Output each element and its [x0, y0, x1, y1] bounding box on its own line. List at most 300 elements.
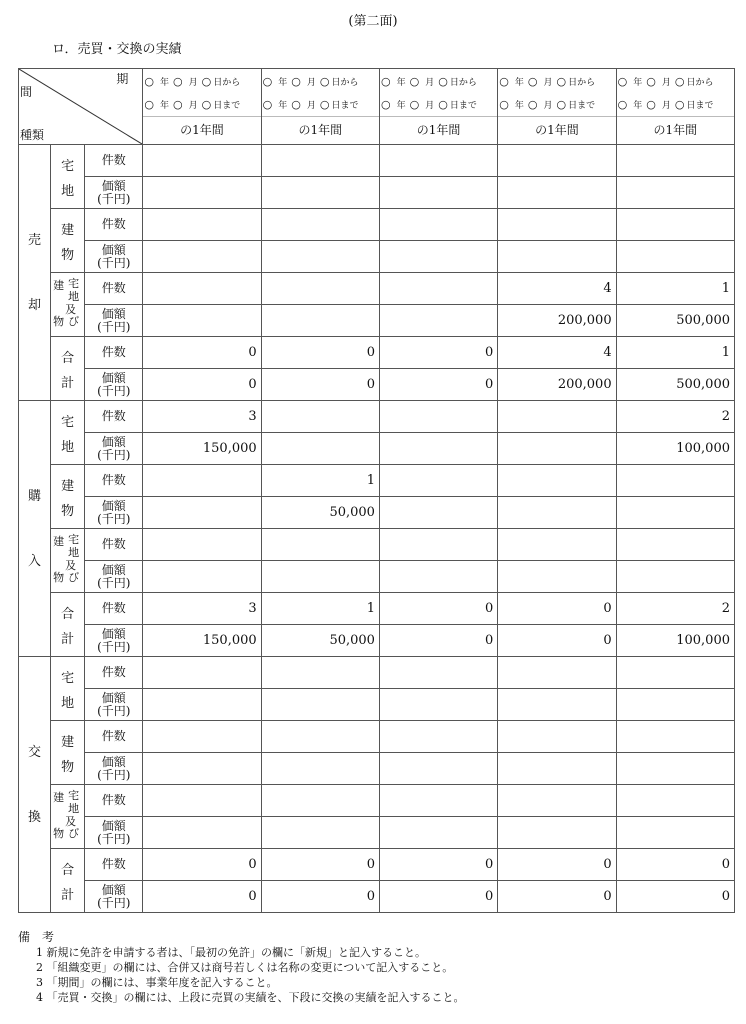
value-cell — [498, 497, 616, 529]
value-cell — [498, 689, 616, 721]
value-cell — [379, 241, 497, 273]
month-label: 月 — [425, 78, 435, 88]
period-to-row — [262, 93, 379, 116]
value-cell — [261, 145, 379, 177]
value-cell — [143, 561, 261, 593]
year-label: 年 — [396, 78, 406, 88]
price-label-line2: (千円) — [97, 639, 131, 654]
notes-section — [18, 930, 465, 1005]
period-from-row — [498, 70, 615, 93]
subtype-label-cell — [51, 273, 85, 337]
table-row — [19, 369, 735, 401]
ring-mark: ○ — [646, 75, 656, 88]
day-label: 日まで — [686, 101, 714, 111]
value-cell: 50,000 — [261, 497, 379, 529]
subtype-label-char: 計 — [61, 375, 75, 391]
table-row — [19, 657, 735, 689]
table-row — [19, 401, 735, 433]
metric-price-label — [85, 561, 143, 593]
table-row — [19, 753, 735, 785]
combo-label — [51, 788, 84, 846]
period-header-cell — [143, 69, 261, 145]
ring-mark: ○ — [674, 98, 685, 111]
subtype-label-cell — [51, 337, 85, 401]
table-row — [19, 849, 735, 881]
value-cell: 500,000 — [616, 369, 734, 401]
ring-mark: ○ — [262, 75, 273, 88]
value-cell — [379, 753, 497, 785]
value-cell: 1 — [261, 465, 379, 497]
period-header-cell — [379, 69, 497, 145]
note-item-2: 2 「組織変更」の欄には、合併又は商号若しくは名称の変更について記入すること。 — [36, 961, 454, 974]
notes-heading: 備 考 — [18, 930, 55, 944]
metric-count-label: 件数 — [85, 465, 143, 497]
corner-label-kan: 間 — [20, 85, 33, 99]
ring-mark: ○ — [409, 98, 420, 111]
value-cell — [498, 241, 616, 273]
metric-price-label — [85, 369, 143, 401]
value-cell — [143, 529, 261, 561]
value-cell — [261, 753, 379, 785]
price-label-line2: (千円) — [97, 447, 131, 462]
price-label-line1: 価額 — [101, 882, 126, 897]
month-label: 月 — [661, 78, 671, 88]
subtype-label-cell — [51, 849, 85, 913]
ring-mark: ○ — [617, 75, 628, 88]
note-item-3: 3 「期間」の欄には、事業年度を記入すること。 — [36, 976, 278, 989]
value-cell — [143, 177, 261, 209]
metric-price-label — [85, 817, 143, 849]
value-cell: 150,000 — [143, 433, 261, 465]
ring-mark: ○ — [617, 98, 628, 111]
metric-price-label — [85, 177, 143, 209]
value-cell — [616, 785, 734, 817]
value-cell — [498, 785, 616, 817]
table-row — [19, 497, 735, 529]
subtype-label-cell — [51, 209, 85, 273]
value-cell: 0 — [498, 593, 616, 625]
ring-mark: ○ — [438, 98, 448, 111]
value-cell — [143, 465, 261, 497]
price-label-line2: (千円) — [97, 255, 131, 270]
value-cell: 100,000 — [616, 433, 734, 465]
value-cell: 500,000 — [616, 305, 734, 337]
ring-mark: ○ — [319, 75, 330, 88]
value-cell — [616, 721, 734, 753]
value-cell — [261, 721, 379, 753]
value-cell — [379, 209, 497, 241]
subtype-label-char: 計 — [61, 887, 75, 903]
subtype-label-char: 合 — [61, 606, 75, 622]
metric-price-label — [85, 305, 143, 337]
group-label-char: 売 — [28, 232, 42, 248]
metric-price-label — [85, 433, 143, 465]
metric-price-label — [85, 497, 143, 529]
combo-label-char: 地 — [68, 801, 80, 815]
ring-mark: ○ — [556, 98, 567, 111]
day-label: 日から — [568, 78, 596, 88]
value-cell — [379, 561, 497, 593]
combo-label-char: 及 — [65, 814, 77, 828]
year-label: 年 — [278, 101, 288, 111]
table-row — [19, 433, 735, 465]
ring-mark: ○ — [262, 98, 273, 111]
combo-label-char: 宅 — [68, 276, 80, 290]
corner-header-cell — [19, 69, 143, 145]
metric-count-label: 件数 — [85, 273, 143, 305]
year-label: 年 — [159, 101, 169, 111]
price-label-line1: 価額 — [101, 818, 126, 833]
table-row — [19, 177, 735, 209]
subtype-label-char: 建 — [61, 478, 75, 494]
ring-mark: ○ — [380, 75, 391, 88]
page-header: (第二面) — [348, 14, 398, 29]
price-label-line2: (千円) — [97, 767, 131, 782]
corner-label-shurui: 種類 — [20, 128, 45, 142]
value-cell — [616, 177, 734, 209]
value-cell — [498, 529, 616, 561]
value-cell: 4 — [498, 273, 616, 305]
value-cell — [498, 721, 616, 753]
table-row — [19, 561, 735, 593]
subtype-label-cell — [51, 657, 85, 721]
period-to-row — [617, 93, 734, 116]
period-header-cell — [261, 69, 379, 145]
month-label: 月 — [661, 101, 671, 111]
ring-mark: ○ — [144, 98, 154, 111]
subtype-label-cell — [51, 465, 85, 529]
table-row — [19, 337, 735, 369]
value-cell — [616, 753, 734, 785]
value-cell — [143, 305, 261, 337]
value-cell: 0 — [261, 849, 379, 881]
day-label: 日まで — [449, 101, 477, 111]
subtype-label-cell — [51, 401, 85, 465]
value-cell — [498, 209, 616, 241]
value-cell: 0 — [498, 881, 616, 913]
note-item-4: 4 「売買・交換」の欄には、上段に売買の実績を、下段に交換の実績を記入すること。 — [36, 991, 465, 1004]
value-cell — [261, 177, 379, 209]
value-cell — [379, 305, 497, 337]
value-cell — [616, 817, 734, 849]
period-label: の1年間 — [498, 116, 615, 143]
metric-count-label: 件数 — [85, 593, 143, 625]
section-title: ロ．売買・交換の実績 — [52, 42, 182, 57]
metric-count-label: 件数 — [85, 337, 143, 369]
value-cell — [261, 657, 379, 689]
value-cell: 1 — [616, 337, 734, 369]
ring-mark: ○ — [380, 98, 391, 111]
subtype-label-cell — [51, 145, 85, 209]
day-label: 日まで — [213, 101, 241, 111]
ring-mark: ○ — [291, 98, 301, 111]
metric-count-label: 件数 — [85, 145, 143, 177]
price-label-line2: (千円) — [97, 319, 131, 334]
subtype-label-char: 計 — [61, 631, 75, 647]
value-cell: 0 — [379, 369, 497, 401]
value-cell — [616, 145, 734, 177]
value-cell — [616, 529, 734, 561]
combo-label-char: び — [68, 826, 80, 840]
value-cell — [379, 785, 497, 817]
value-cell: 50,000 — [261, 625, 379, 657]
value-cell — [498, 177, 616, 209]
price-label-line2: (千円) — [97, 703, 131, 718]
value-cell: 0 — [379, 849, 497, 881]
price-label-line1: 価額 — [101, 306, 126, 321]
year-label: 年 — [159, 78, 169, 88]
price-label-line2: (千円) — [97, 191, 131, 206]
price-label-line2: (千円) — [97, 895, 131, 910]
value-cell — [616, 465, 734, 497]
value-cell: 0 — [498, 849, 616, 881]
metric-price-label — [85, 241, 143, 273]
metric-count-label: 件数 — [85, 209, 143, 241]
metric-price-label — [85, 689, 143, 721]
subtype-label-cell — [51, 529, 85, 593]
ring-mark: ○ — [499, 98, 509, 111]
group-label-char: 購 — [28, 488, 42, 504]
value-cell — [498, 465, 616, 497]
price-label-line1: 価額 — [101, 434, 126, 449]
day-label: 日から — [213, 78, 241, 88]
table-row — [19, 241, 735, 273]
header-row — [19, 69, 735, 145]
combo-label-char: 宅 — [68, 532, 80, 546]
metric-count-label: 件数 — [85, 785, 143, 817]
price-label-line2: (千円) — [97, 831, 131, 846]
value-cell — [379, 497, 497, 529]
period-to-row — [380, 93, 497, 116]
table-row — [19, 305, 735, 337]
value-cell: 1 — [261, 593, 379, 625]
subtype-label-char: 物 — [61, 503, 75, 519]
table-row — [19, 785, 735, 817]
group-label-cell — [19, 401, 51, 657]
group-label-char: 却 — [28, 297, 42, 313]
value-cell — [498, 401, 616, 433]
subtype-label-char: 合 — [61, 350, 75, 366]
period-header-cell — [616, 69, 734, 145]
subtype-label-char: 物 — [61, 247, 75, 263]
value-cell — [616, 689, 734, 721]
value-cell: 3 — [143, 401, 261, 433]
period-from-row — [143, 70, 260, 93]
value-cell: 0 — [616, 849, 734, 881]
value-cell — [616, 209, 734, 241]
table-row — [19, 145, 735, 177]
value-cell — [143, 689, 261, 721]
ring-mark: ○ — [319, 98, 330, 111]
value-cell — [379, 689, 497, 721]
day-label: 日から — [686, 78, 714, 88]
value-cell — [261, 785, 379, 817]
value-cell — [379, 273, 497, 305]
value-cell — [261, 689, 379, 721]
month-label: 月 — [188, 101, 198, 111]
subtype-label-char: 建 — [61, 222, 75, 238]
table-row — [19, 593, 735, 625]
month-label: 月 — [306, 78, 316, 88]
value-cell — [143, 817, 261, 849]
value-cell — [143, 145, 261, 177]
combo-label-char: 及 — [65, 302, 77, 316]
period-header-cell — [498, 69, 616, 145]
value-cell: 2 — [616, 401, 734, 433]
ring-mark: ○ — [172, 75, 183, 88]
value-cell: 0 — [616, 881, 734, 913]
combo-label-char: 物 — [53, 570, 65, 584]
period-label: の1年間 — [143, 116, 260, 143]
combo-label — [51, 276, 84, 334]
value-cell: 3 — [143, 593, 261, 625]
ring-mark: ○ — [201, 98, 212, 111]
value-cell — [498, 561, 616, 593]
combo-label-char: 建 — [53, 790, 65, 804]
price-label-line1: 価額 — [101, 178, 126, 193]
combo-label-char: び — [68, 314, 80, 328]
table-row — [19, 817, 735, 849]
value-cell: 0 — [143, 369, 261, 401]
year-label: 年 — [514, 101, 524, 111]
subtype-label-cell — [51, 593, 85, 657]
period-to-row — [498, 93, 615, 116]
value-cell — [498, 657, 616, 689]
value-cell: 0 — [143, 849, 261, 881]
period-to-row — [143, 93, 260, 116]
value-cell — [261, 401, 379, 433]
price-label-line2: (千円) — [97, 575, 131, 590]
metric-count-label: 件数 — [85, 657, 143, 689]
value-cell: 150,000 — [143, 625, 261, 657]
value-cell — [143, 273, 261, 305]
subtype-label-char: 建 — [61, 734, 75, 750]
table-row — [19, 881, 735, 913]
value-cell: 0 — [143, 881, 261, 913]
combo-label — [51, 532, 84, 590]
metric-count-label: 件数 — [85, 849, 143, 881]
subtype-label-char: 合 — [61, 862, 75, 878]
ring-mark: ○ — [674, 75, 685, 88]
group-label-char: 入 — [28, 553, 42, 569]
value-cell — [143, 785, 261, 817]
year-label: 年 — [396, 101, 406, 111]
price-label-line1: 価額 — [101, 562, 126, 577]
price-label-line2: (千円) — [97, 511, 131, 526]
group-label-char: 換 — [28, 809, 42, 825]
value-cell — [261, 433, 379, 465]
value-cell: 0 — [261, 881, 379, 913]
combo-label-char: 物 — [53, 826, 65, 840]
value-cell — [379, 433, 497, 465]
ring-mark: ○ — [172, 98, 183, 111]
value-cell: 0 — [261, 337, 379, 369]
subtype-label-char: 地 — [61, 183, 75, 199]
subtype-label-cell — [51, 721, 85, 785]
combo-label-char: び — [68, 570, 80, 584]
value-cell — [261, 273, 379, 305]
value-cell — [261, 305, 379, 337]
price-label-line2: (千円) — [97, 383, 131, 398]
period-from-row — [262, 70, 379, 93]
ring-mark: ○ — [499, 75, 509, 88]
value-cell: 200,000 — [498, 305, 616, 337]
price-label-line1: 価額 — [101, 242, 126, 257]
year-label: 年 — [633, 101, 643, 111]
table-row — [19, 273, 735, 305]
value-cell — [261, 561, 379, 593]
value-cell — [261, 817, 379, 849]
subtype-label-char: 宅 — [61, 670, 75, 686]
price-label-line1: 価額 — [101, 498, 126, 513]
period-from-row — [380, 70, 497, 93]
price-label-line1: 価額 — [101, 754, 126, 769]
metric-count-label: 件数 — [85, 529, 143, 561]
combo-label-char: 宅 — [68, 788, 80, 802]
value-cell — [143, 657, 261, 689]
day-label: 日から — [449, 78, 477, 88]
value-cell: 100,000 — [616, 625, 734, 657]
subtype-label-char: 宅 — [61, 158, 75, 174]
value-cell: 1 — [616, 273, 734, 305]
value-cell: 0 — [498, 625, 616, 657]
period-label: の1年間 — [380, 116, 497, 143]
price-label-line1: 価額 — [101, 626, 126, 641]
period-from-row — [617, 70, 734, 93]
year-label: 年 — [633, 78, 643, 88]
combo-label-char: 建 — [53, 534, 65, 548]
day-label: 日から — [331, 78, 359, 88]
table-row — [19, 465, 735, 497]
metric-count-label: 件数 — [85, 721, 143, 753]
metric-price-label — [85, 881, 143, 913]
day-label: 日まで — [568, 101, 596, 111]
value-cell — [261, 241, 379, 273]
transaction-table — [18, 68, 735, 913]
value-cell — [379, 657, 497, 689]
month-label: 月 — [306, 101, 316, 111]
group-label-char: 交 — [28, 744, 42, 760]
value-cell — [143, 721, 261, 753]
value-cell — [379, 145, 497, 177]
value-cell: 0 — [379, 881, 497, 913]
value-cell — [498, 145, 616, 177]
subtype-label-char: 宅 — [61, 414, 75, 430]
value-cell — [379, 817, 497, 849]
combo-label-char: 物 — [53, 314, 65, 328]
metric-price-label — [85, 625, 143, 657]
combo-label-char: 地 — [68, 289, 80, 303]
ring-mark: ○ — [527, 75, 538, 88]
value-cell — [498, 753, 616, 785]
period-label: の1年間 — [262, 116, 379, 143]
year-label: 年 — [514, 78, 524, 88]
value-cell: 0 — [379, 625, 497, 657]
value-cell — [143, 241, 261, 273]
ring-mark: ○ — [291, 75, 301, 88]
ring-mark: ○ — [201, 75, 212, 88]
table-row — [19, 689, 735, 721]
day-label: 日まで — [331, 101, 359, 111]
value-cell: 0 — [143, 337, 261, 369]
value-cell — [616, 561, 734, 593]
value-cell: 0 — [261, 369, 379, 401]
value-cell — [379, 401, 497, 433]
group-label-cell — [19, 145, 51, 401]
ring-mark: ○ — [144, 75, 154, 88]
value-cell — [379, 529, 497, 561]
table-row — [19, 529, 735, 561]
